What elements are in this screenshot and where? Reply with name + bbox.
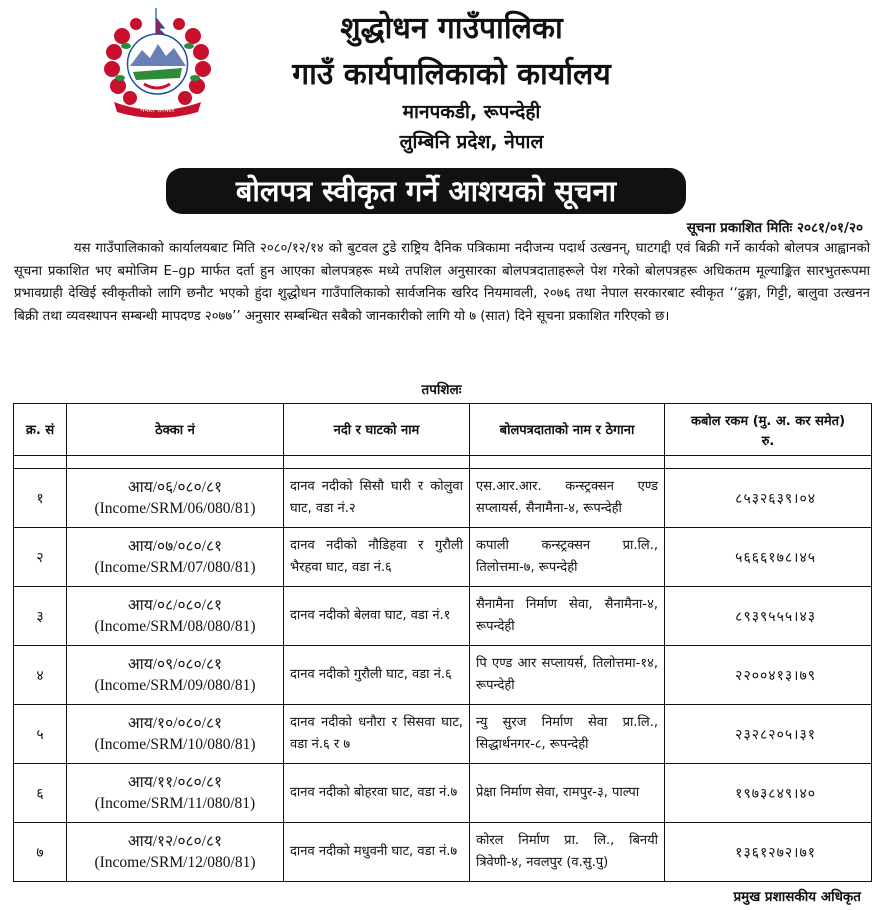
cell-serial-number: ३	[14, 587, 67, 646]
cell-contract-number	[67, 646, 284, 705]
cell-serial-number: २	[14, 528, 67, 587]
cell-bid-amount: २३२८२०५।३१	[665, 705, 872, 764]
cell-river-ghat: दानव नदीको मधुवनी घाट, वडा नं.७	[284, 823, 470, 882]
header-spacer-row	[14, 456, 872, 469]
cell-bid-amount: ८५३२६३९।०४	[665, 469, 872, 528]
table-row	[14, 764, 872, 823]
cell-river-ghat: दानव नदीको सिसौ घारी र कोलुवा घाट, वडा नं.२	[284, 469, 470, 528]
notice-title-banner: बोलपत्र स्वीकृत गर्ने आशयको सूचना	[166, 168, 686, 214]
cell-bidder: पि एण्ड आर सप्लायर्स, तिलोत्तमा-१४, रूपन्देही	[470, 646, 665, 705]
contract-number-nepali: आय/१२/०८०/८१	[127, 833, 223, 850]
cell-contract-number	[67, 764, 284, 823]
schedule-label: तपशिलः	[421, 382, 462, 398]
cell-river-ghat: दानव नदीको धनौरा र सिसवा घाट, वडा नं.६ र ७	[284, 705, 470, 764]
cell-bid-amount: १९७३८४९।४०	[665, 764, 872, 823]
contract-number-nepali: आय/१०/०८०/८१	[127, 715, 223, 732]
header-bidder-name-address: बोलपत्रदाताको नाम र ठेगाना	[470, 404, 665, 456]
cell-serial-number: ७	[14, 823, 67, 882]
contract-number-nepali: आय/०६/०८०/८१	[127, 479, 223, 496]
contract-number-nepali: आय/०८/०८०/८१	[127, 597, 223, 614]
table-header-row	[14, 404, 872, 456]
cell-serial-number: ६	[14, 764, 67, 823]
table-row	[14, 469, 872, 528]
cell-river-ghat: दानव नदीको गुरौली घाट, वडा नं.६	[284, 646, 470, 705]
bid-acceptance-table	[13, 403, 872, 882]
cell-bidder: कोरल निर्माण प्रा. लि., बिनयी त्रिवेणी-४, नवलपुर (व.सु.पु)	[470, 823, 665, 882]
cell-bid-amount: २२००४१३।७९	[665, 646, 872, 705]
cell-serial-number: ४	[14, 646, 67, 705]
cell-contract-number	[67, 469, 284, 528]
table-row	[14, 587, 872, 646]
contract-number-english: (Income/SRM/09/080/81)	[94, 677, 256, 694]
table-row	[14, 705, 872, 764]
cell-contract-number	[67, 528, 284, 587]
office-address: मानपकडी, रूपन्देही	[402, 101, 541, 123]
contract-number-english: (Income/SRM/08/080/81)	[94, 618, 256, 635]
cell-serial-number: १	[14, 469, 67, 528]
cell-river-ghat: दानव नदीको बोहरवा घाट, वडा नं.७	[284, 764, 470, 823]
contract-number-english: (Income/SRM/11/080/81)	[94, 795, 256, 812]
office-name: गाउँ कार्यपालिकाको कार्यालय	[292, 57, 611, 92]
cell-bid-amount: १३६१२७२।७१	[665, 823, 872, 882]
province-country: लुम्बिनि प्रदेश, नेपाल	[399, 131, 544, 153]
letterhead	[0, 0, 883, 160]
notice-body-paragraph: यस गाउँपालिकाको कार्यालयबाट मिति २०८०/१२/१४ को बुटवल टुडे राष्ट्रिय दैनिक पत्रिकामा नदीजन्य पदार्थ उत्खनन्, घाटगद्दी एवं बिक्री गर्ने कार्यको बोलपत्र आह्वानको सूचना प्रकाशित भए बमोजिम E–gp मार्फत दर्ता हुन आएका बोलपत्रहरू मध्ये तपशिल अनुसारका बोलपत्रदाताहरूले पेश गरेको बोलपत्रहरू अधिकतम मूल्याङ्कित सारभुतरूपमा प्रभावग्राही देखिई स्वीकृतीको लागि छनौट भएको हुंदा शुद्धोधन गाउँपालिकाको सार्वजनिक खरिद नियमावली, २०७६ तथा नेपाल सरकारबाट स्वीकृत ‘‘ढुङ्गा, गिट्टी, बालुवा उत्खनन बिक्री तथा व्यवस्थापन सम्बन्धी मापदण्ड २०७७’’ अनुसार सम्बन्धित सबैको जानकारीको लागि यो ७ (सात) दिने सूचना प्रकाशित गरिएको छ।	[14, 241, 870, 324]
cell-contract-number	[67, 587, 284, 646]
cell-bid-amount: ५६६६१७८।४५	[665, 528, 872, 587]
cell-river-ghat: दानव नदीको बेलवा घाट, वडा नं.१	[284, 587, 470, 646]
municipality-name: शुद्धोधन गाउँपालिका	[340, 11, 563, 46]
header-bid-amount	[665, 404, 872, 456]
table-row	[14, 528, 872, 587]
cell-bidder: सैनामैना निर्माण सेवा, सैनामैना-४, रूपन्देही	[470, 587, 665, 646]
contract-number-english: (Income/SRM/12/080/81)	[94, 854, 256, 871]
contract-number-nepali: आय/०९/०८०/८१	[127, 656, 223, 673]
publication-date: सूचना प्रकाशित मितिः २०८१/०१/२०	[686, 220, 863, 236]
cell-bid-amount: ८९३९५५५।४३	[665, 587, 872, 646]
table-row	[14, 646, 872, 705]
cell-bidder: प्रेक्षा निर्माण सेवा, रामपुर-३, पाल्पा	[470, 764, 665, 823]
header-contract-number: ठेक्का नं	[67, 404, 284, 456]
cell-serial-number: ५	[14, 705, 67, 764]
header-bid-amount-currency: रु.	[761, 434, 775, 449]
cell-bidder: कपाली कन्स्ट्रक्सन प्रा.लि., तिलोत्तमा-७, रूपन्देही	[470, 528, 665, 587]
emblem-ribbon-text: नेपाल सरकार	[140, 106, 175, 114]
header-serial-number: क्र. सं	[14, 404, 67, 456]
table-row	[14, 823, 872, 882]
cell-bidder: एस.आर.आर. कन्स्ट्रक्सन एण्ड सप्लायर्स, सैनामैना-४, रूपन्देही	[470, 469, 665, 528]
contract-number-english: (Income/SRM/06/080/81)	[94, 500, 256, 517]
cell-contract-number	[67, 705, 284, 764]
contract-number-english: (Income/SRM/07/080/81)	[94, 559, 256, 576]
cell-river-ghat: दानव नदीको नौडिहवा र गुरौली भैरहवा घाट, वडा नं.६	[284, 528, 470, 587]
contract-number-nepali: आय/११/०८०/८१	[127, 774, 223, 791]
contract-number-english: (Income/SRM/10/080/81)	[94, 736, 256, 753]
header-bid-amount-label: कबोल रकम (मु. अ. कर समेत)	[690, 414, 846, 429]
signatory-title: प्रमुख प्रशासकीय अधिकृत	[733, 889, 861, 905]
cell-contract-number	[67, 823, 284, 882]
contract-number-nepali: आय/०७/०८०/८१	[127, 538, 223, 555]
header-river-ghat-name: नदी र घाटको नाम	[284, 404, 470, 456]
cell-bidder: न्यु सुरज निर्माण सेवा प्रा.लि., सिद्धार्थनगर-८, रूपन्देही	[470, 705, 665, 764]
